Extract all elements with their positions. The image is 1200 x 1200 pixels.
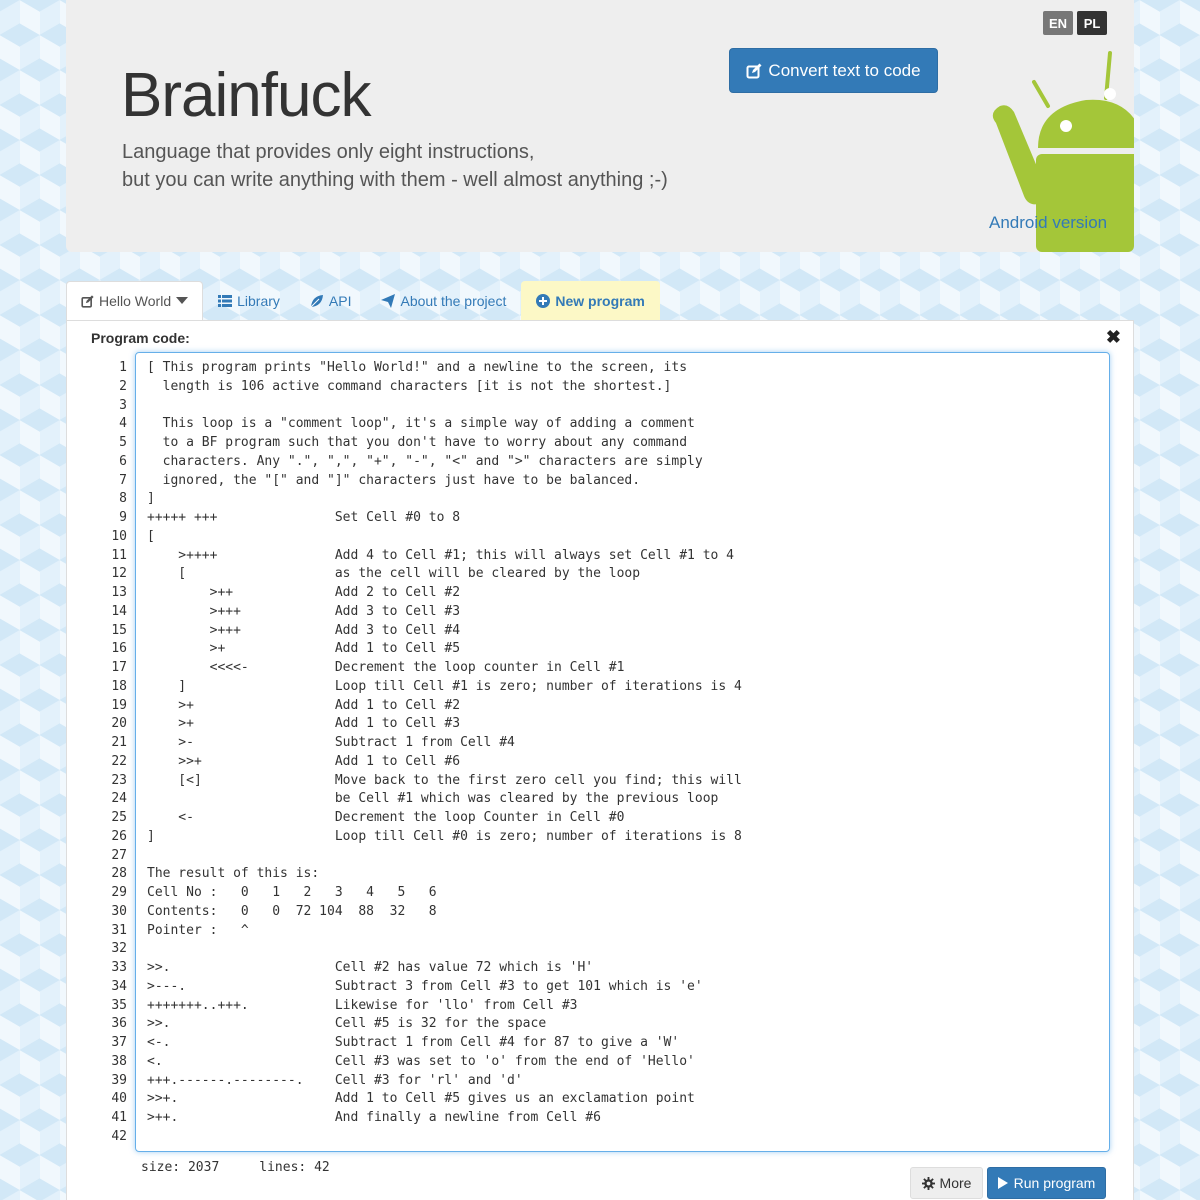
- line-number: 15: [111, 622, 127, 638]
- line-number: 33: [111, 960, 127, 975]
- code-line: <. Cell #3 was set to 'o' from the end of 'Hello': [147, 1053, 695, 1069]
- line-number: 21: [111, 735, 127, 750]
- code-line: length is 106 active command characters [it is not the shortest.]: [147, 378, 672, 394]
- line-number: 13: [111, 585, 127, 600]
- code-editor[interactable]: [135, 352, 1110, 1152]
- code-line: >+ Add 1 to Cell #5: [147, 641, 461, 657]
- code-line: >>. Cell #5 is 32 for the space: [147, 1016, 547, 1032]
- code-line: be Cell #1 which was cleared by the previous loop: [147, 791, 719, 807]
- run-label: Run program: [1013, 1175, 1096, 1191]
- line-number: 30: [111, 903, 127, 919]
- line-number: 23: [111, 772, 127, 788]
- size-counter: size: 2037: [141, 1160, 220, 1175]
- tagline: [122, 138, 668, 194]
- plus-circle-icon: [536, 294, 550, 308]
- gear-icon: [922, 1177, 935, 1190]
- play-icon: [998, 1177, 1008, 1189]
- line-number: 4: [119, 416, 127, 432]
- line-number: 3: [119, 397, 127, 413]
- tab-new-program[interactable]: [521, 281, 659, 321]
- code-line: [ This program prints "Hello World!" and a newline to the screen, its: [147, 360, 688, 375]
- code-line: Cell No : 0 1 2 3 4 5 6: [147, 885, 437, 900]
- line-number: 37: [111, 1035, 127, 1050]
- code-line: <- Decrement the loop Counter in Cell #0: [147, 810, 625, 825]
- program-code-label: Program code:: [91, 330, 190, 346]
- convert-text-button[interactable]: [729, 48, 938, 93]
- tab-label: API: [328, 293, 352, 309]
- code-line: +++++ +++ Set Cell #0 to 8: [147, 510, 461, 525]
- code-line: >+++ Add 3 to Cell #4: [147, 622, 461, 638]
- line-number: 11: [111, 547, 127, 563]
- code-line: >+ Add 1 to Cell #2: [147, 697, 461, 713]
- line-number: 14: [111, 603, 127, 619]
- line-number: 2: [119, 378, 127, 394]
- code-line: to a BF program such that you don't have to worry about any command: [147, 435, 688, 450]
- tab-library[interactable]: [203, 281, 295, 321]
- lang-en-button[interactable]: EN: [1043, 11, 1073, 35]
- code-line: +++++++..+++. Likewise for 'llo' from Cell #3: [147, 997, 578, 1013]
- line-number: 31: [111, 922, 127, 938]
- code-line: >+++ Add 3 to Cell #3: [147, 603, 461, 619]
- code-line: ] Loop till Cell #0 is zero; number of iterations is 8: [147, 828, 742, 844]
- code-line: [147, 940, 1098, 959]
- code-line: <-. Subtract 1 from Cell #4 for 87 to give a 'W': [147, 1035, 680, 1050]
- line-number: 16: [111, 641, 127, 657]
- caret-down-icon: [176, 297, 188, 305]
- line-number: 29: [111, 885, 127, 900]
- line-number: 36: [111, 1016, 127, 1032]
- tab-label: New program: [555, 293, 645, 309]
- code-line: The result of this is:: [147, 866, 320, 882]
- edit-icon: [746, 63, 762, 79]
- code-line: characters. Any ".", ",", "+", "-", "<" and ">" characters are simply: [147, 453, 703, 469]
- more-button[interactable]: [910, 1167, 983, 1199]
- line-number: 26: [111, 828, 127, 844]
- code-line: >>+ Add 1 to Cell #6: [147, 753, 461, 769]
- site-title: Brainfuck: [121, 61, 371, 130]
- lines-counter: lines: 42: [259, 1160, 330, 1175]
- code-line: ]: [147, 491, 155, 507]
- lang-pl-button[interactable]: PL: [1077, 11, 1107, 35]
- line-number: 28: [111, 866, 127, 882]
- convert-text-label: Convert text to code: [768, 60, 921, 80]
- line-number: 38: [111, 1053, 127, 1069]
- run-program-button[interactable]: [987, 1167, 1106, 1199]
- code-line: +++.------.--------. Cell #3 for 'rl' and 'd': [147, 1072, 523, 1088]
- line-number: 12: [111, 566, 127, 582]
- editor-status: [141, 1160, 330, 1175]
- code-line: [: [147, 528, 155, 544]
- leaf-icon: [310, 294, 324, 308]
- main-tabs: [66, 281, 660, 321]
- code-line: >>+. Add 1 to Cell #5 gives us an exclamation point: [147, 1091, 695, 1107]
- code-line: >>. Cell #2 has value 72 which is 'H': [147, 960, 594, 975]
- code-line: [147, 397, 1098, 416]
- line-number: 5: [119, 435, 127, 450]
- tab-hello-world[interactable]: [66, 281, 203, 321]
- tagline-line-1: Language that provides only eight instructions,: [122, 141, 535, 163]
- line-number: 7: [119, 472, 127, 488]
- edit-icon: [81, 295, 94, 308]
- code-line: Contents: 0 0 72 104 88 32 8: [147, 903, 437, 919]
- line-number: 10: [111, 528, 127, 544]
- program-panel: [66, 320, 1134, 1200]
- code-line: ] Loop till Cell #1 is zero; number of iterations is 4: [147, 678, 742, 694]
- line-number: 35: [111, 997, 127, 1013]
- line-number: 18: [111, 678, 127, 694]
- line-number: 25: [111, 810, 127, 825]
- line-number: 20: [111, 716, 127, 732]
- line-number: 17: [111, 660, 127, 675]
- code-line: <<<<- Decrement the loop counter in Cell #1: [147, 660, 625, 675]
- code-line: >++. And finally a newline from Cell #6: [147, 1110, 601, 1125]
- tab-label: About the project: [400, 293, 507, 309]
- code-line: Pointer : ^: [147, 922, 249, 938]
- tab-api[interactable]: [295, 281, 367, 321]
- list-icon: [218, 295, 232, 307]
- line-number: 1: [119, 360, 127, 375]
- line-number: 9: [119, 510, 127, 525]
- code-line: >---. Subtract 3 from Cell #3 to get 101 which is 'e': [147, 978, 703, 994]
- line-number: 24: [111, 791, 127, 807]
- code-line: >++++ Add 4 to Cell #1; this will always set Cell #1 to 4: [147, 547, 734, 563]
- code-line: >++ Add 2 to Cell #2: [147, 585, 461, 600]
- line-number: 39: [111, 1072, 127, 1088]
- tab-label: Hello World: [99, 293, 172, 309]
- code-line: [<] Move back to the first zero cell you find; this will: [147, 772, 742, 788]
- close-icon[interactable]: ✖: [1105, 327, 1121, 347]
- code-line: [ as the cell will be cleared by the loop: [147, 566, 641, 582]
- android-version-link[interactable]: Android version: [989, 213, 1108, 232]
- code-line: ignored, the "[" and "]" characters just have to be balanced.: [147, 472, 641, 488]
- line-number: 41: [111, 1110, 127, 1125]
- send-icon: [381, 294, 395, 308]
- line-number-gutter: [87, 359, 127, 1147]
- code-line: [147, 1128, 1098, 1147]
- language-switch: [1043, 11, 1107, 35]
- line-number: 19: [111, 697, 127, 713]
- line-number: 22: [111, 753, 127, 769]
- line-number: 27: [111, 847, 127, 863]
- code-line: [147, 847, 1098, 866]
- line-number: 6: [119, 453, 127, 469]
- line-number: 42: [111, 1128, 127, 1144]
- code-line: >+ Add 1 to Cell #3: [147, 716, 461, 732]
- more-label: More: [939, 1175, 972, 1191]
- header-jumbotron: [66, 0, 1134, 252]
- line-number: 8: [119, 491, 127, 507]
- code-line: >- Subtract 1 from Cell #4: [147, 735, 515, 750]
- tab-label: Library: [237, 293, 280, 309]
- line-number: 40: [111, 1091, 127, 1107]
- tagline-line-2: but you can write anything with them - well almost anything ;-): [122, 169, 668, 191]
- code-line: This loop is a "comment loop", it's a simple way of adding a comment: [147, 416, 695, 432]
- line-number: 32: [111, 941, 127, 957]
- line-number: 34: [111, 978, 127, 994]
- tab-about-project[interactable]: [366, 281, 521, 321]
